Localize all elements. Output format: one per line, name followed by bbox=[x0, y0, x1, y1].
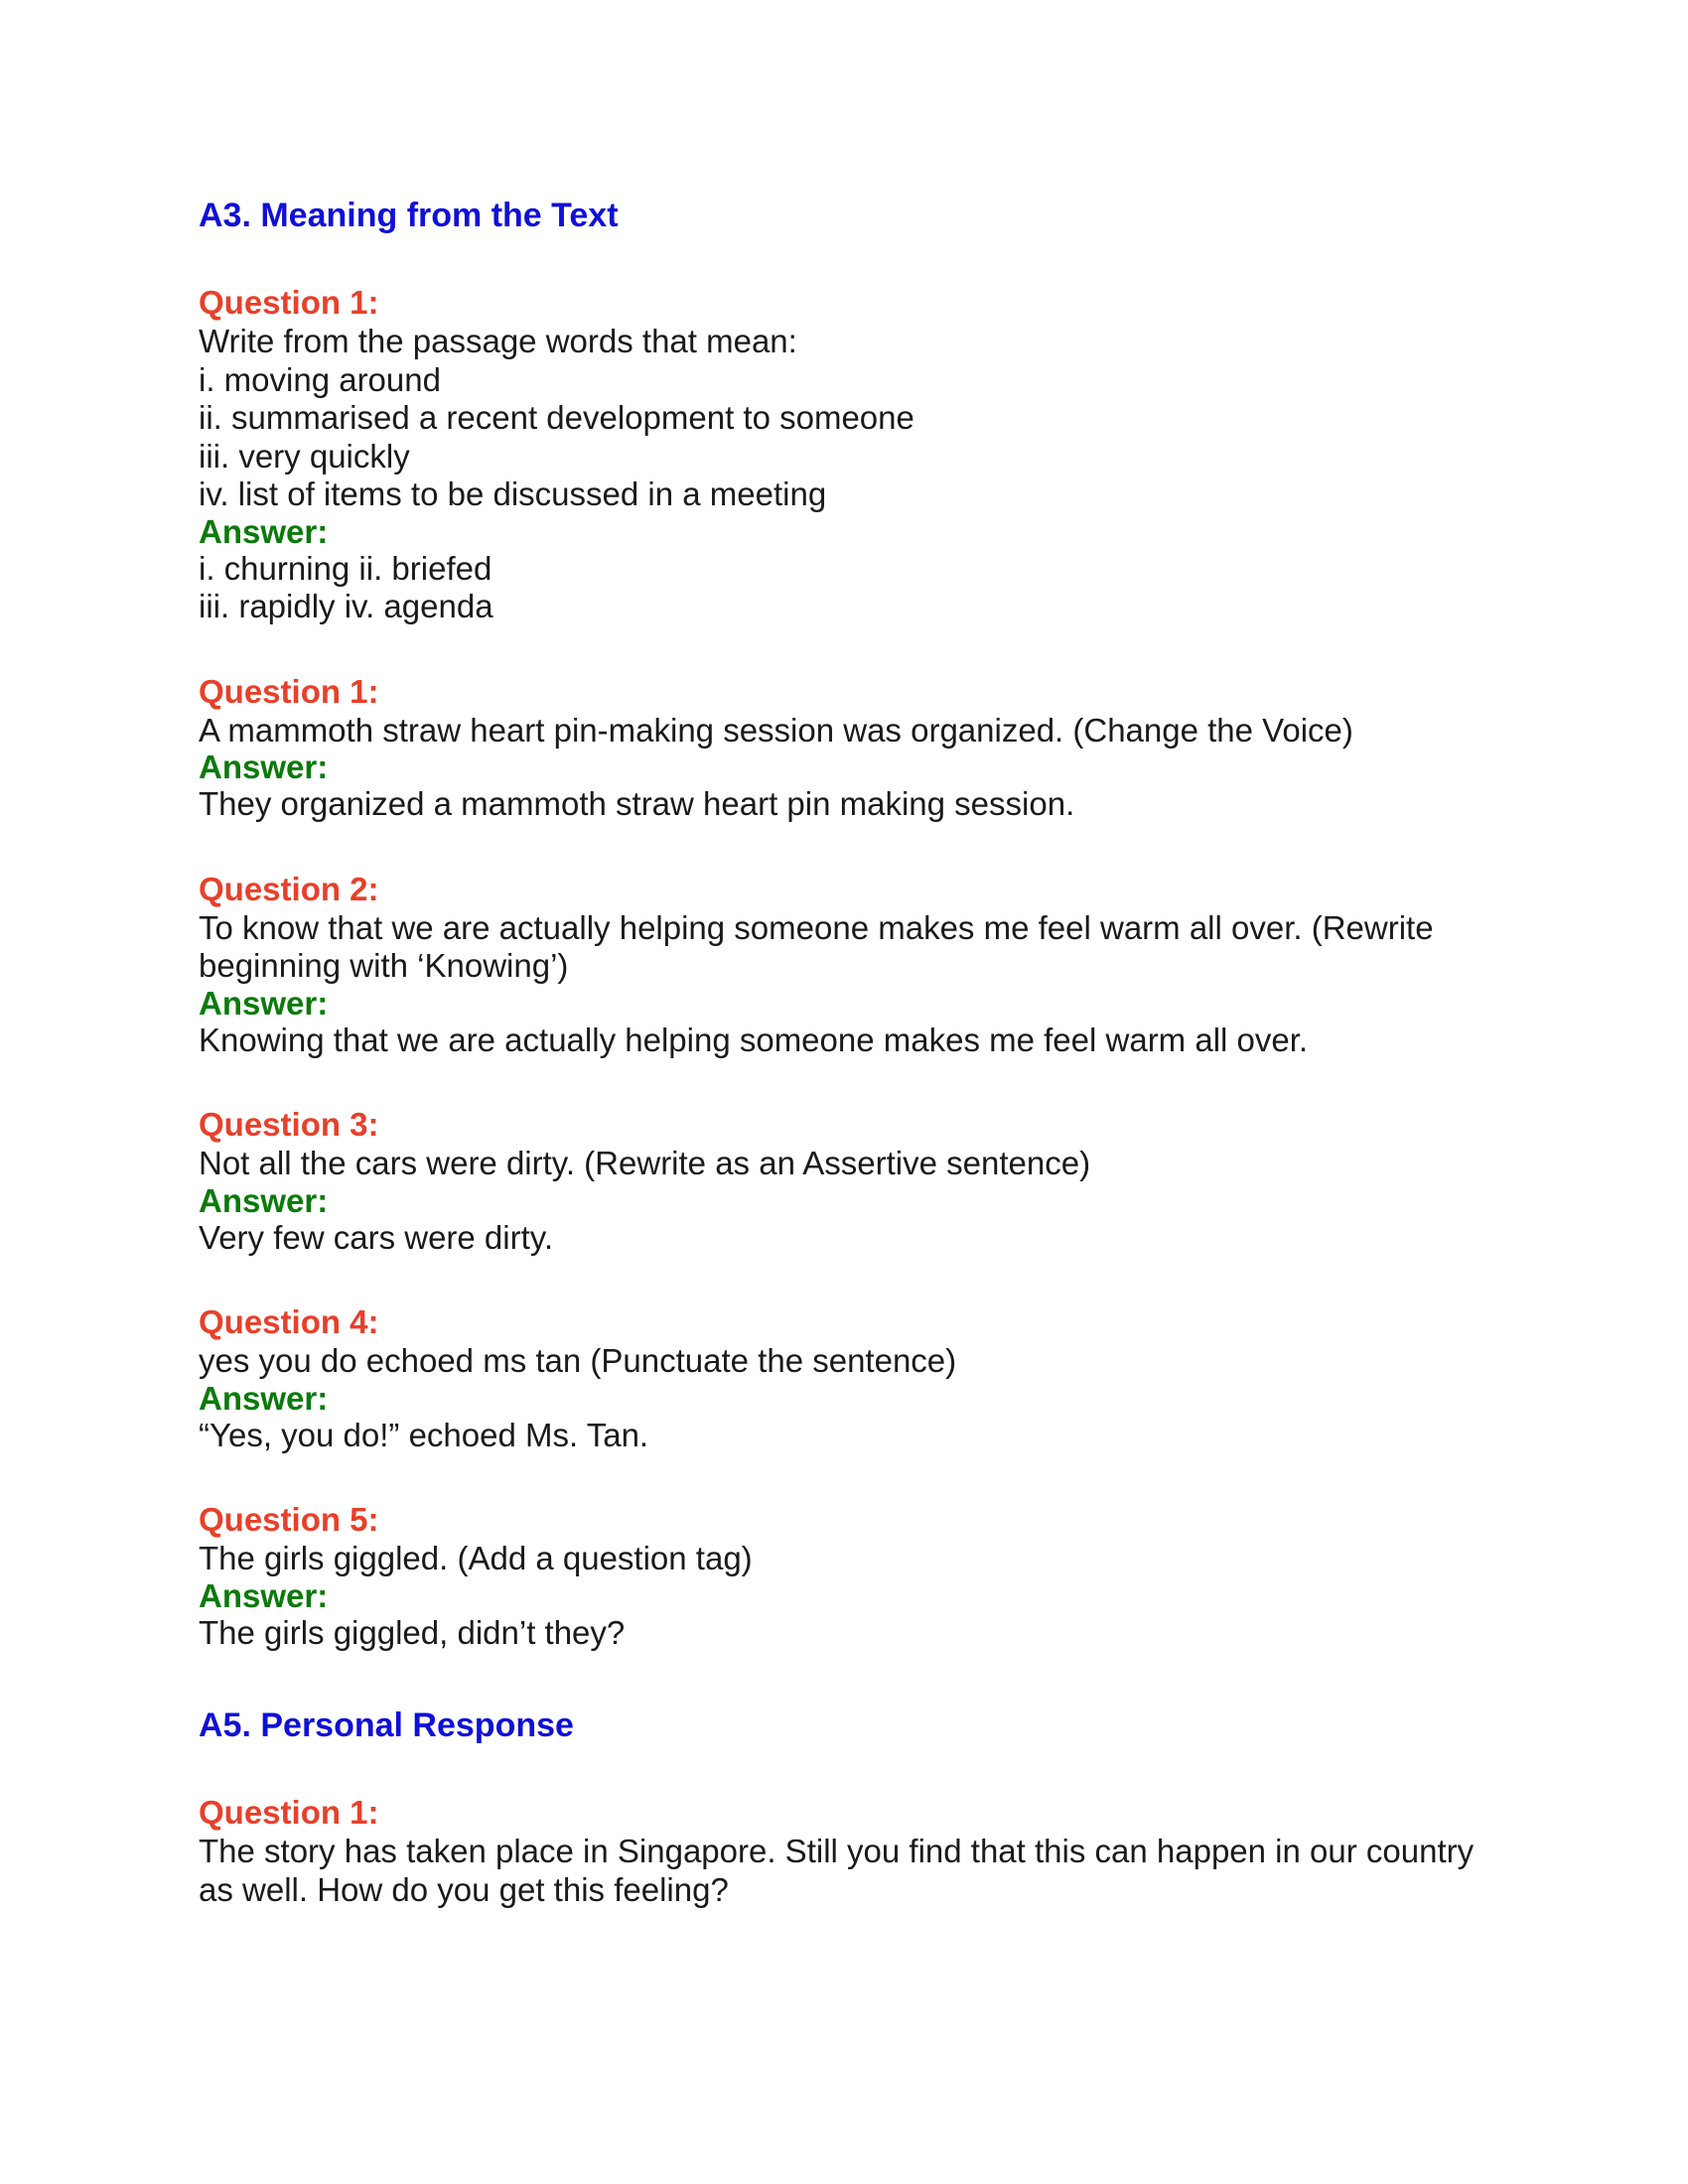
question-block bbox=[199, 1500, 1509, 1652]
question-text: yes you do echoed ms tan (Punctuate the sentence) bbox=[199, 1342, 957, 1379]
question-label: Question 1: bbox=[199, 1794, 379, 1831]
section-heading: A3. Meaning from the Text bbox=[199, 197, 619, 234]
question-text: To know that we are actually helping someone makes me feel warm all over. (Rewrite bbox=[199, 908, 1434, 946]
answer-text: iii. rapidly iv. agenda bbox=[199, 588, 493, 624]
question-block bbox=[199, 283, 1509, 626]
question-text: beginning with ‘Knowing’) bbox=[199, 947, 569, 984]
question-block bbox=[199, 870, 1509, 1060]
answer-text: Knowing that we are actually helping someone makes me feel warm all over. bbox=[199, 1021, 1309, 1058]
answer-label: Answer: bbox=[199, 1379, 329, 1417]
question-block bbox=[199, 1302, 1509, 1454]
answer-text: They organized a mammoth straw heart pin making session. bbox=[199, 785, 1075, 822]
answer-label: Answer: bbox=[199, 1181, 329, 1219]
question-text: Write from the passage words that mean: bbox=[199, 323, 797, 359]
section-heading: A5. Personal Response bbox=[199, 1706, 574, 1744]
question-text: Not all the cars were dirty. (Rewrite as an Assertive sentence) bbox=[199, 1145, 1091, 1181]
answer-label: Answer: bbox=[199, 984, 329, 1022]
question-label: Question 4: bbox=[199, 1303, 379, 1340]
question-text: The girls giggled. (Add a question tag) bbox=[199, 1540, 753, 1576]
answer-label: Answer: bbox=[199, 749, 329, 785]
question-label: Question 3: bbox=[199, 1106, 379, 1143]
answer-text: The girls giggled, didn’t they? bbox=[199, 1613, 626, 1651]
question-text: as well. How do you get this feeling? bbox=[199, 1870, 729, 1908]
question-text: The story has taken place in Singapore. Still you find that this can happen in our country bbox=[199, 1833, 1475, 1869]
question-text: ii. summarised a recent development to someone bbox=[199, 399, 914, 436]
question-block bbox=[199, 1793, 1509, 1909]
question-label: Question 1: bbox=[199, 284, 379, 321]
question-block bbox=[199, 1105, 1509, 1257]
question-label: Question 5: bbox=[199, 1501, 379, 1538]
question-text: i. moving around bbox=[199, 360, 441, 398]
question-text: A mammoth straw heart pin-making session was organized. (Change the Voice) bbox=[199, 711, 1353, 749]
question-text: iv. list of items to be discussed in a meeting bbox=[199, 476, 827, 512]
document-page bbox=[199, 194, 1509, 1909]
question-label: Question 2: bbox=[199, 870, 379, 907]
answer-label: Answer: bbox=[199, 512, 329, 550]
question-label: Question 1: bbox=[199, 672, 379, 710]
question-block bbox=[199, 672, 1509, 824]
answer-text: Very few cars were dirty. bbox=[199, 1218, 553, 1256]
answer-text: i. churning ii. briefed bbox=[199, 549, 492, 587]
answer-text: “Yes, you do!” echoed Ms. Tan. bbox=[199, 1416, 649, 1453]
answer-label: Answer: bbox=[199, 1576, 329, 1614]
question-text: iii. very quickly bbox=[199, 437, 410, 475]
